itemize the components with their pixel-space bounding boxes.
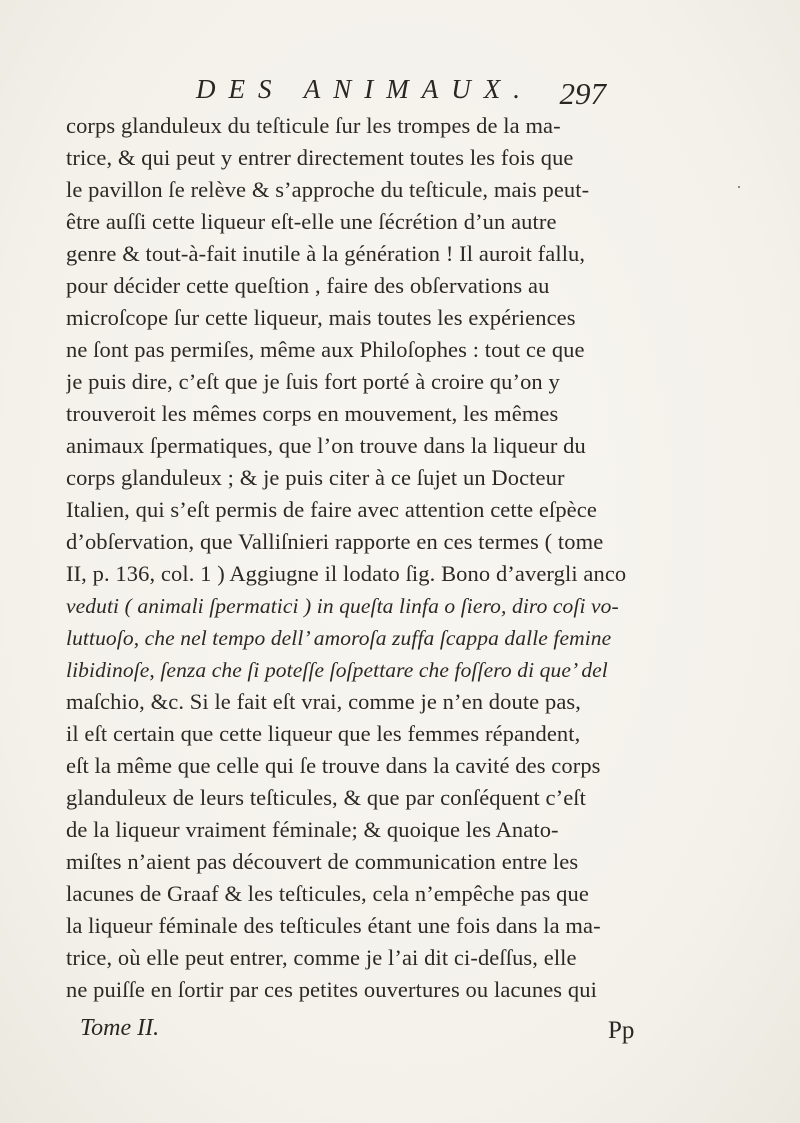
text-line: corps glanduleux ; & je puis citer à ce ſujet un Docteur: [66, 465, 565, 490]
text-line: d’obſervation, que Valliſnieri rapporte en ces termes ( tome: [66, 529, 604, 554]
text-line: maſchio, &c. Si le fait eſt vrai, comme je n’en doute pas,: [66, 689, 582, 714]
text-line: trice, & qui peut y entrer directement toutes les fois que: [66, 145, 574, 170]
text-line: luttuoſo, che nel tempo dell’ amoroſa zuffa ſcappa dalle femine: [66, 626, 612, 650]
text-line: de la liqueur vraiment féminale; & quoique les Anato-: [66, 817, 559, 842]
text-line: la liqueur féminale des teſticules étant une fois dans la ma-: [66, 913, 601, 938]
text-line: le pavillon ſe relève & s’approche du teſticule, mais peut-: [66, 177, 590, 202]
text-line: corps glanduleux du teſticule ſur les trompes de la ma-: [66, 113, 561, 138]
text-line: pour décider cette queſtion , faire des obſervations au: [66, 273, 550, 298]
text-line: je puis dire, c’eſt que je ſuis fort porté à croire qu’on y: [66, 369, 560, 394]
text-line: ne puiſſe en ſortir par ces petites ouvertures ou lacunes qui: [66, 977, 597, 1002]
text-line: trouveroit les mêmes corps en mouvement, les mêmes: [66, 401, 559, 426]
text-line: Italien, qui s’eſt permis de faire avec attention cette eſpèce: [66, 497, 597, 522]
text-line: libidinoſe, ſenza che ſi poteſſe ſoſpettare che foſſero di que’ del: [66, 658, 608, 682]
text-line: genre & tout-à-fait inutile à la génération ! Il auroit fallu,: [66, 241, 586, 266]
running-head: [196, 74, 606, 114]
text-line: miſtes n’aient pas découvert de communication entre les: [66, 849, 579, 874]
text-line: lacunes de Graaf & les teſticules, cela n’empêche pas que: [66, 881, 589, 906]
running-title: DES ANIMAUX.: [196, 74, 533, 104]
text-line: microſcope ſur cette liqueur, mais toutes les expériences: [66, 305, 576, 330]
volume-label: Tome II.: [80, 1015, 160, 1041]
signature-mark: Pp: [608, 1017, 635, 1044]
text-line: glanduleux de leurs teſticules, & que par conſéquent c’eſt: [66, 785, 586, 810]
text-line: veduti ( animali ſpermatici ) in queſta linfa o ſiero, diro coſi vo-: [66, 594, 619, 618]
text-line: animaux ſpermatiques, que l’on trouve dans la liqueur du: [66, 433, 586, 458]
text-line: ne ſont pas permiſes, même aux Philoſophes : tout ce que: [66, 337, 585, 362]
text-line: eſt la même que celle qui ſe trouve dans la cavité des corps: [66, 753, 601, 778]
text-line: II, p. 136, col. 1 ) Aggiugne il lodato ſig. Bono d’avergli anco: [66, 561, 627, 586]
page-number: 297: [559, 76, 606, 111]
text-line: être auſſi cette liqueur eſt-elle une ſécrétion d’un autre: [66, 209, 557, 234]
paper-fleck: [738, 186, 740, 188]
text-line: il eſt certain que cette liqueur que les femmes répandent,: [66, 721, 581, 746]
text-line: trice, où elle peut entrer, comme je l’ai dit ci-deſſus, elle: [66, 945, 577, 970]
body-text: [66, 110, 746, 1006]
page-footer: [66, 1015, 746, 1055]
